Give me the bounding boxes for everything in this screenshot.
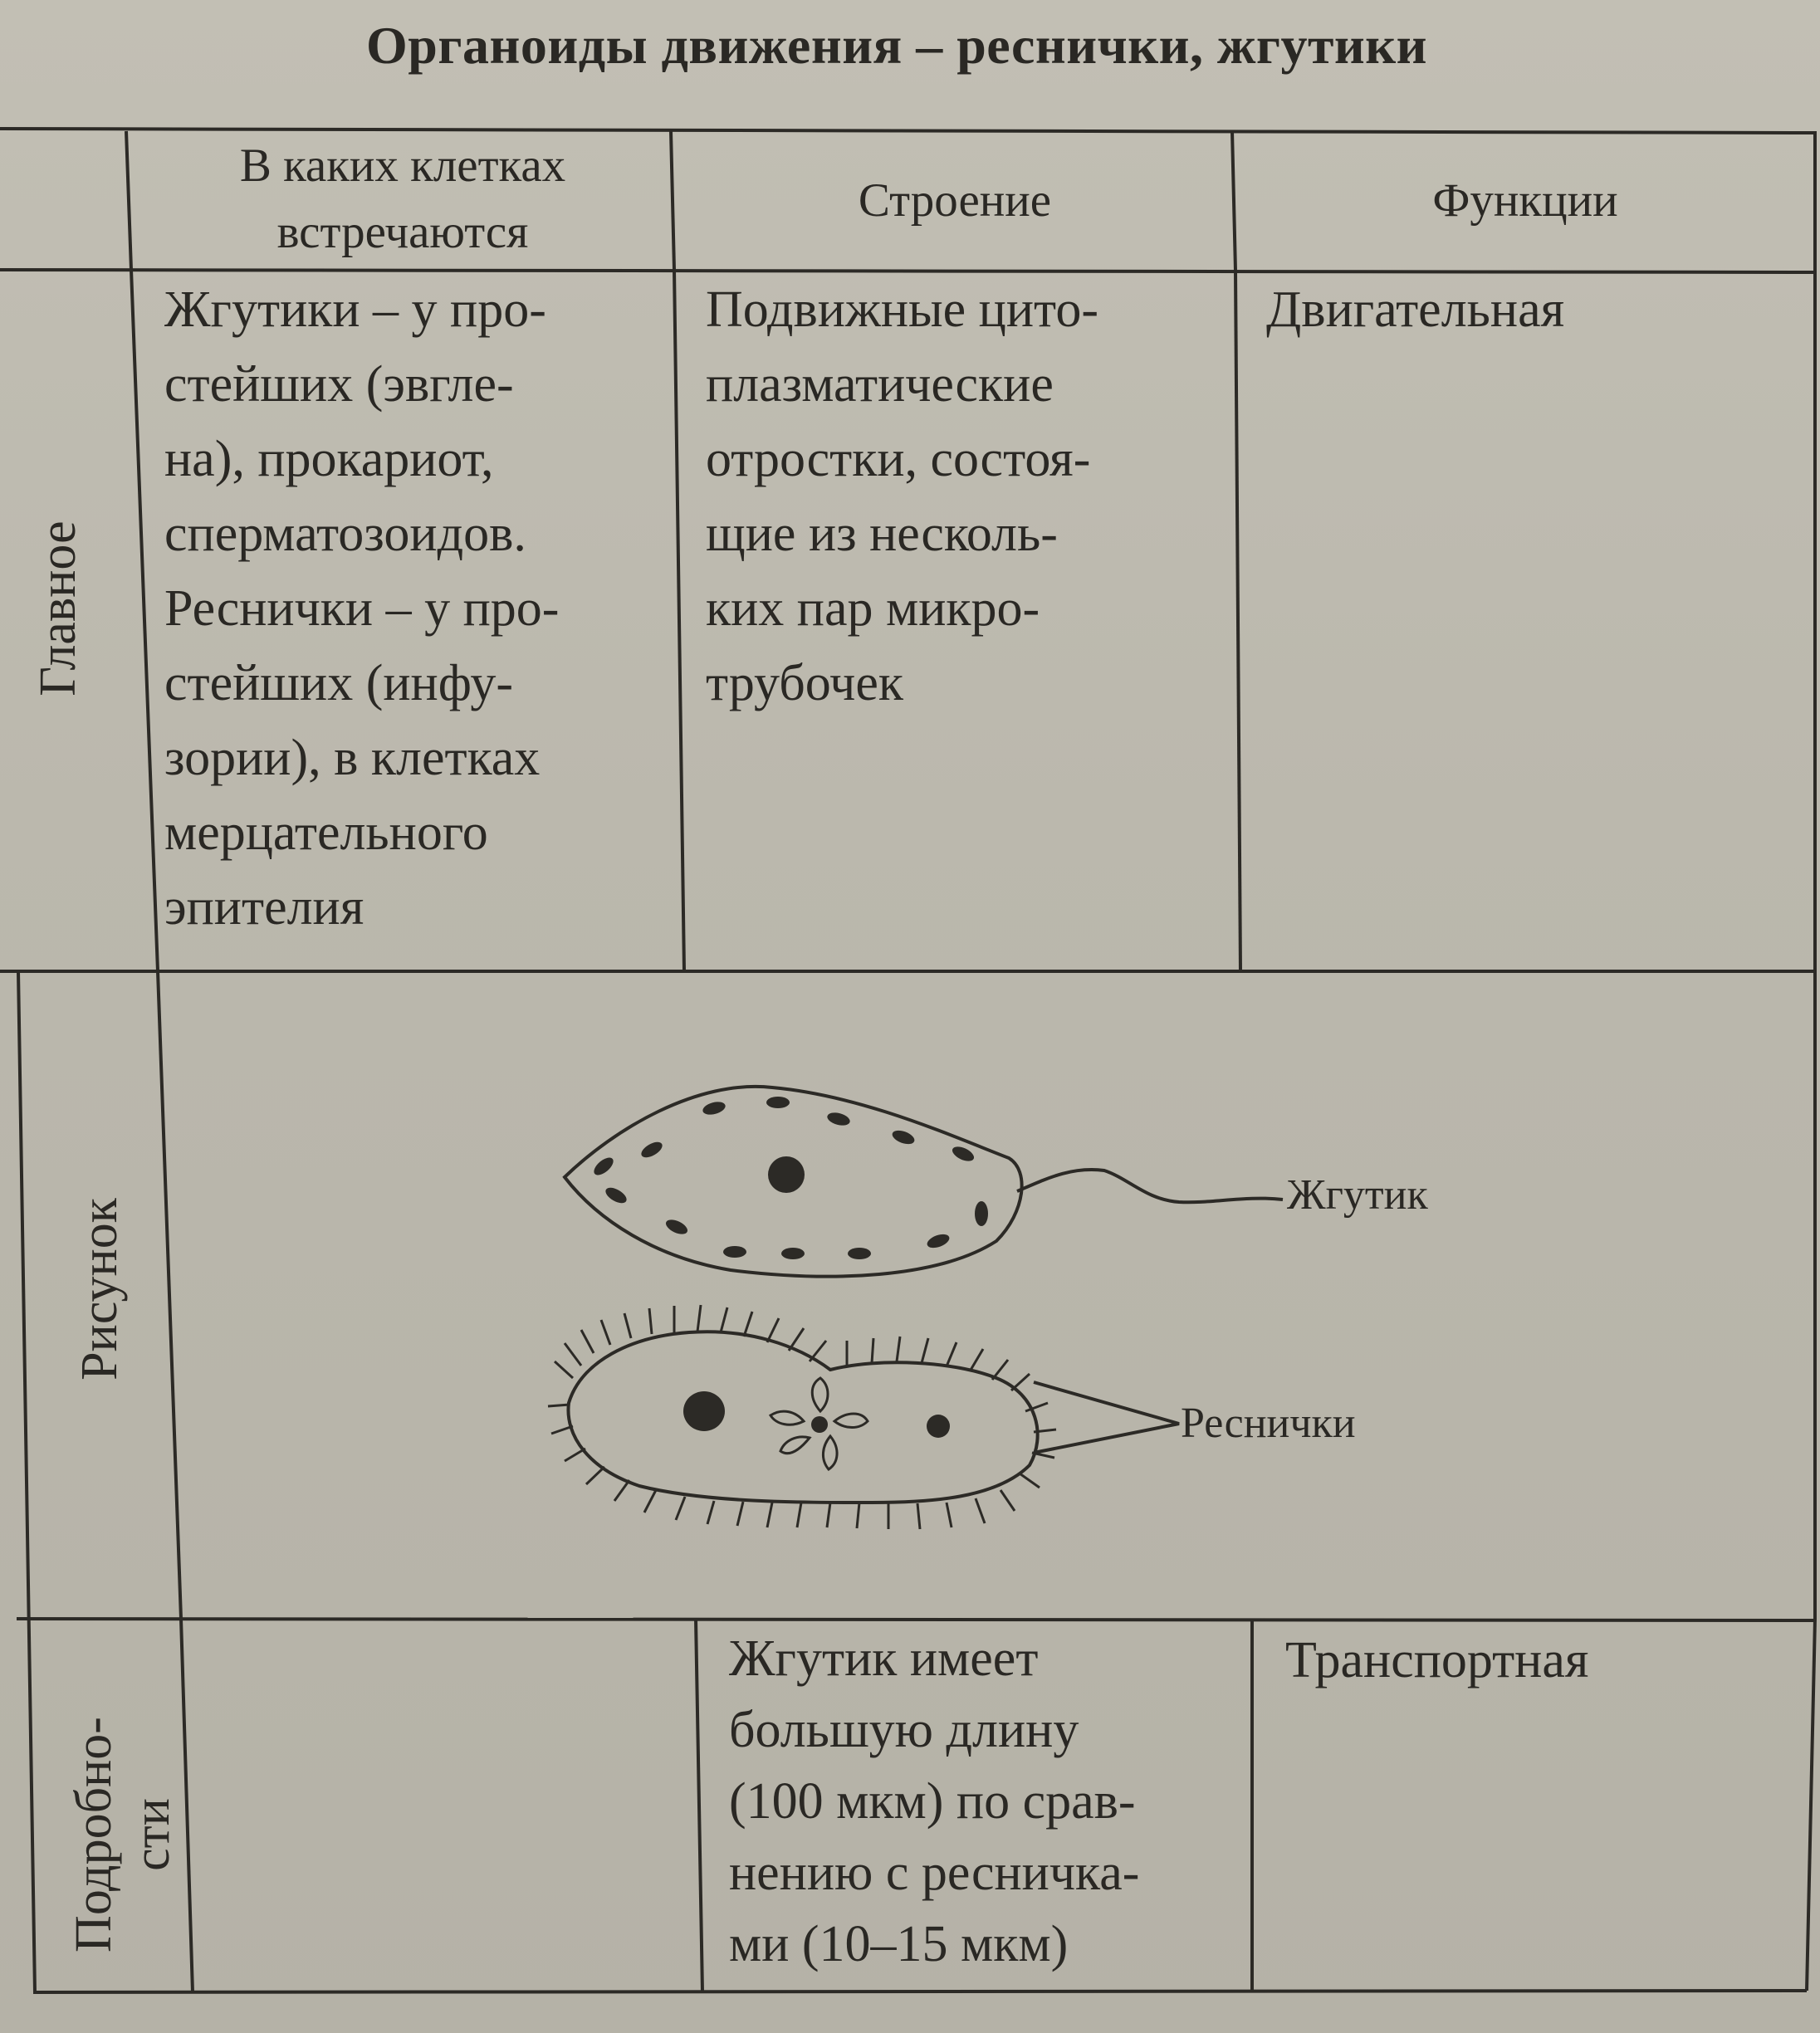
text-line: плазматические bbox=[706, 356, 1054, 413]
text-line: сперматозоидов. bbox=[164, 506, 526, 562]
text-line: нению с ресничка- bbox=[729, 1845, 1140, 1901]
text-line: эпителия bbox=[164, 879, 364, 936]
header-structure: Строение bbox=[858, 174, 1052, 227]
text-line: на), прокариот, bbox=[164, 431, 494, 487]
row-label-line: сти bbox=[124, 1798, 180, 1871]
page-title: Органоиды движения – реснички, жгутики bbox=[366, 16, 1427, 75]
header-where-line: В каких клетках bbox=[239, 139, 566, 192]
text-line: трубочек bbox=[706, 655, 903, 711]
text-line: стейших (эвгле- bbox=[164, 356, 514, 413]
cilia-lines bbox=[548, 1305, 1056, 1529]
row3-function-cell: Транспортная bbox=[1285, 1632, 1589, 1688]
text-line: зории), в клетках bbox=[164, 730, 541, 786]
euglena-granules bbox=[591, 1097, 988, 1259]
paramecium-drawing bbox=[548, 1305, 1179, 1529]
row-label-details bbox=[65, 1677, 181, 1992]
header-function: Функции bbox=[1432, 174, 1618, 227]
text-line: мерцательного bbox=[164, 804, 488, 861]
row-label-main: Главное bbox=[30, 520, 86, 696]
paramecium-nuclei bbox=[683, 1391, 950, 1438]
header-where-line: встречаются bbox=[276, 206, 529, 258]
row-label-drawing: Рисунок bbox=[71, 1198, 128, 1381]
text-line: Жгутик имеет bbox=[729, 1630, 1039, 1687]
text-line: отростки, состоя- bbox=[706, 431, 1091, 487]
label-flagellum: Жгутик bbox=[1287, 1171, 1428, 1219]
text-line: ми (10–15 мкм) bbox=[729, 1916, 1069, 1972]
row3-structure-cell bbox=[729, 1623, 1244, 1980]
euglena-drawing bbox=[565, 1087, 1283, 1277]
row-label-line: Подробно- bbox=[66, 1717, 122, 1952]
row1-function-cell: Двигательная bbox=[1266, 281, 1565, 338]
text-line: щие из несколь- bbox=[706, 506, 1058, 562]
text-line: (100 мкм) по срав- bbox=[729, 1773, 1136, 1830]
text-line: ких пар микро- bbox=[706, 580, 1040, 637]
text-line: стейших (инфу- bbox=[164, 655, 514, 711]
text-line: Подвижные цито- bbox=[706, 281, 1098, 338]
text-line: Жгутики – у про- bbox=[164, 281, 546, 338]
label-cilia: Реснички bbox=[1181, 1400, 1356, 1447]
text-line: большую длину bbox=[729, 1702, 1079, 1758]
text-line: Реснички – у про- bbox=[164, 580, 560, 637]
